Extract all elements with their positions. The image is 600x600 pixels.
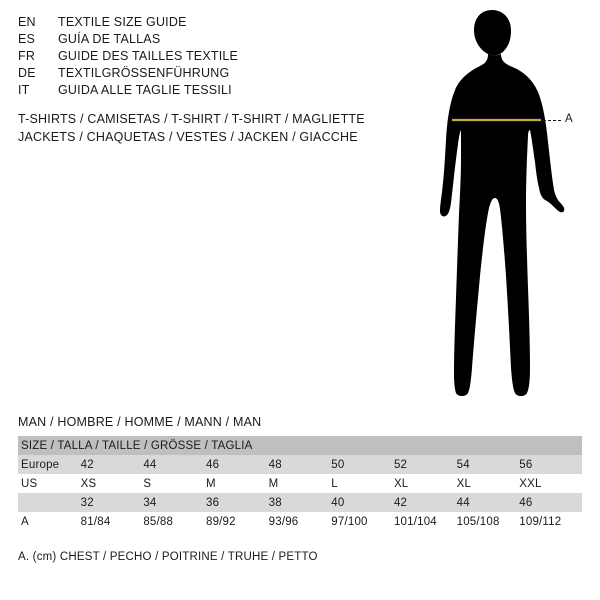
category-block xyxy=(18,110,365,146)
table-row xyxy=(18,493,582,512)
language-text: GUIDE DES TAILLES TEXTILE xyxy=(58,49,239,63)
language-row-fr xyxy=(18,48,398,65)
language-code: DE xyxy=(18,66,36,80)
table-cell: 101/104 xyxy=(394,512,457,531)
table-cell: S xyxy=(143,474,206,493)
language-row-it xyxy=(18,82,398,99)
table-cell: 81/84 xyxy=(81,512,144,531)
table-cell: 97/100 xyxy=(331,512,394,531)
table-cell: M xyxy=(269,474,332,493)
language-text: TEXTILGRÖSSENFÜHRUNG xyxy=(58,66,230,80)
chest-marker-label: A xyxy=(565,113,573,125)
table-cell: 40 xyxy=(331,493,394,512)
table-cell: 50 xyxy=(331,455,394,474)
table-cell: 46 xyxy=(206,455,269,474)
table-cell: 48 xyxy=(269,455,332,474)
table-cell: 34 xyxy=(143,493,206,512)
table-cell: XL xyxy=(394,474,457,493)
language-text: GUIDA ALLE TAGLIE TESSILI xyxy=(58,83,232,97)
table-cell: 38 xyxy=(269,493,332,512)
language-text: GUÍA DE TALLAS xyxy=(58,32,161,46)
row-label: Europe xyxy=(18,455,81,474)
table-header-row xyxy=(18,436,582,455)
table-cell: 56 xyxy=(519,455,582,474)
table-cell: 105/108 xyxy=(457,512,520,531)
language-code: FR xyxy=(18,49,36,63)
language-text: TEXTILE SIZE GUIDE xyxy=(58,15,187,29)
table-cell: 44 xyxy=(143,455,206,474)
table-row xyxy=(18,512,582,531)
row-label: A xyxy=(18,512,81,531)
table-header-label: SIZE / TALLA / TAILLE / GRÖSSE / TAGLIA xyxy=(18,436,582,455)
table-cell: XS xyxy=(81,474,144,493)
chest-measurement-footnote: A. (cm) CHEST / PECHO / POITRINE / TRUHE / PETTO xyxy=(18,551,318,563)
language-row-en xyxy=(18,14,398,31)
category-line-tshirts: T-SHIRTS / CAMISETAS / T-SHIRT / T-SHIRT / MAGLIETTE xyxy=(18,112,365,126)
body-figure xyxy=(400,8,600,408)
category-line-jackets: JACKETS / CHAQUETAS / VESTES / JACKEN / GIACCHE xyxy=(18,130,358,144)
table-cell: 52 xyxy=(394,455,457,474)
language-row-de xyxy=(18,65,398,82)
language-row-es xyxy=(18,31,398,48)
language-code: EN xyxy=(18,15,36,29)
size-table xyxy=(18,436,582,531)
language-header-block xyxy=(18,14,398,99)
table-cell: XXL xyxy=(519,474,582,493)
table-cell: 46 xyxy=(519,493,582,512)
marker-dash-line xyxy=(543,120,561,122)
table-cell: 42 xyxy=(394,493,457,512)
table-cell: 54 xyxy=(457,455,520,474)
size-table-section xyxy=(18,415,582,531)
table-title: MAN / HOMBRE / HOMME / MANN / MAN xyxy=(18,415,262,429)
language-code: IT xyxy=(18,83,30,97)
table-cell: XL xyxy=(457,474,520,493)
table-cell: 85/88 xyxy=(143,512,206,531)
table-cell: 44 xyxy=(457,493,520,512)
table-cell: 89/92 xyxy=(206,512,269,531)
table-row xyxy=(18,455,582,474)
table-cell: L xyxy=(331,474,394,493)
table-cell: 93/96 xyxy=(269,512,332,531)
table-cell: 32 xyxy=(81,493,144,512)
man-silhouette-icon xyxy=(400,8,600,408)
table-row xyxy=(18,474,582,493)
row-label: US xyxy=(18,474,81,493)
table-cell: 42 xyxy=(81,455,144,474)
row-label xyxy=(18,493,81,512)
language-code: ES xyxy=(18,32,36,46)
table-cell: 36 xyxy=(206,493,269,512)
table-cell: M xyxy=(206,474,269,493)
table-cell: 109/112 xyxy=(519,512,582,531)
